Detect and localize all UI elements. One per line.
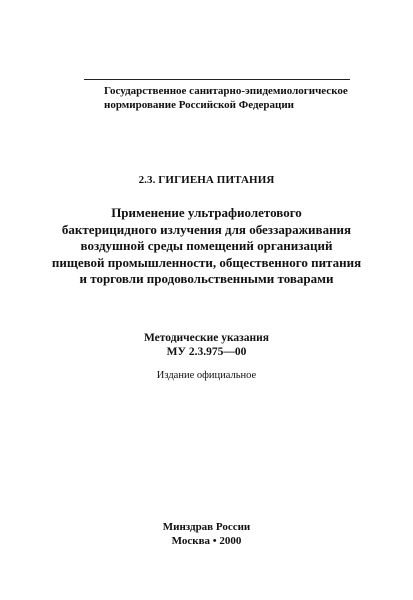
header-rule: [84, 79, 350, 80]
footer-block: [0, 520, 413, 548]
title-line-4: пищевой промышленности, общественного питания: [51, 254, 362, 270]
title-line-2: бактерицидного излучения для обеззараживания: [61, 221, 352, 237]
header-block: [104, 84, 364, 112]
city-year: Москва • 2000: [171, 535, 242, 547]
edition-note: Издание официальное: [156, 370, 257, 381]
doc-type-label: Методические указания: [143, 332, 270, 344]
header-line-2: нормирование Российской Федерации: [104, 99, 295, 111]
publisher: Минздрав России: [162, 521, 251, 533]
header-line-1: Государственное санитарно-эпидемиологическое: [104, 85, 348, 97]
doc-number: МУ 2.3.975—00: [166, 346, 247, 358]
title-line-1: Применение ультрафиолетового: [111, 205, 302, 220]
title-line-5: и торговли продовольственными товарами: [79, 271, 334, 286]
document-title: [0, 205, 413, 288]
title-line-3: воздушной среды помещений организаций: [80, 238, 333, 253]
document-type: [0, 331, 413, 359]
section-heading: 2.3. ГИГИЕНА ПИТАНИЯ: [138, 174, 275, 186]
